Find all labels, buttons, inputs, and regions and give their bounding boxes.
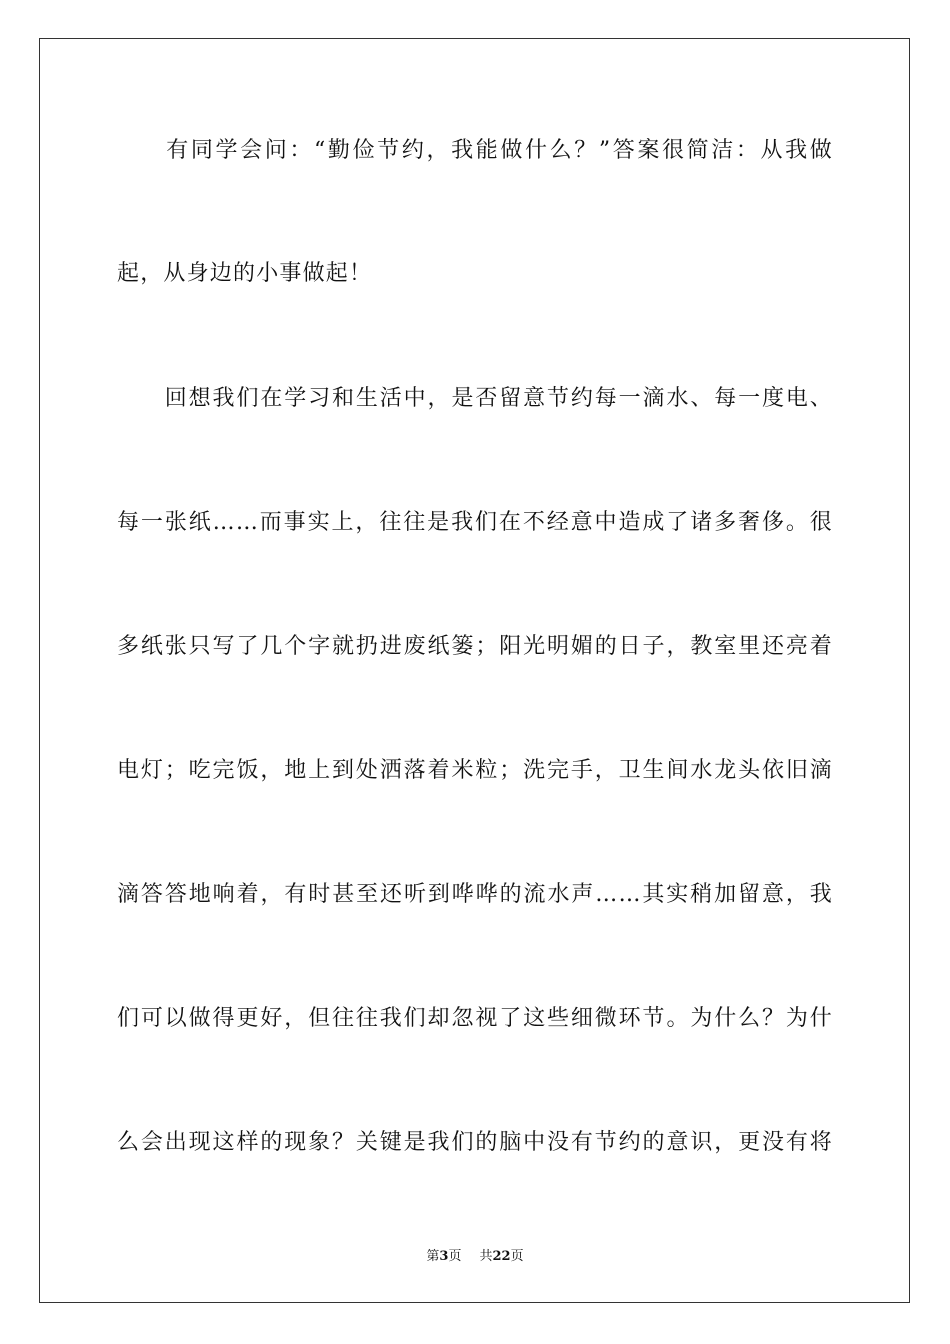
text-line: 么会出现这样的现象？关键是我们的脑中没有节约的意识，更没有将 bbox=[117, 1130, 833, 1155]
page-footer bbox=[0, 1248, 950, 1266]
text-line: 电灯；吃完饭，地上到处洒落着米粒；洗完手，卫生间水龙头依旧滴 bbox=[117, 758, 833, 783]
page-prefix: 第 bbox=[426, 1249, 440, 1264]
text-line: 滴答答地响着，有时甚至还听到哗哗的流水声……其实稍加留意，我 bbox=[117, 882, 833, 907]
total-suffix: 页 bbox=[510, 1249, 524, 1264]
page-number: 3 bbox=[439, 1249, 449, 1264]
total-pages: 22 bbox=[492, 1249, 511, 1264]
text-line: 有同学会问：“勤俭节约，我能做什么？”答案很简洁：从我做 bbox=[117, 138, 833, 163]
text-line: 回想我们在学习和生活中，是否留意节约每一滴水、每一度电、 bbox=[117, 386, 833, 411]
total-prefix: 共 bbox=[479, 1249, 493, 1264]
page-border bbox=[39, 38, 910, 1303]
text-line: 多纸张只写了几个字就扔进废纸篓；阳光明媚的日子，教室里还亮着 bbox=[117, 634, 833, 659]
text-line: 每一张纸……而事实上，往往是我们在不经意中造成了诸多奢侈。很 bbox=[117, 510, 833, 535]
text-line: 起，从身边的小事做起！ bbox=[117, 261, 373, 286]
page-suffix: 页 bbox=[448, 1249, 462, 1264]
text-line: 们可以做得更好，但往往我们却忽视了这些细微环节。为什么？为什 bbox=[117, 1006, 833, 1031]
